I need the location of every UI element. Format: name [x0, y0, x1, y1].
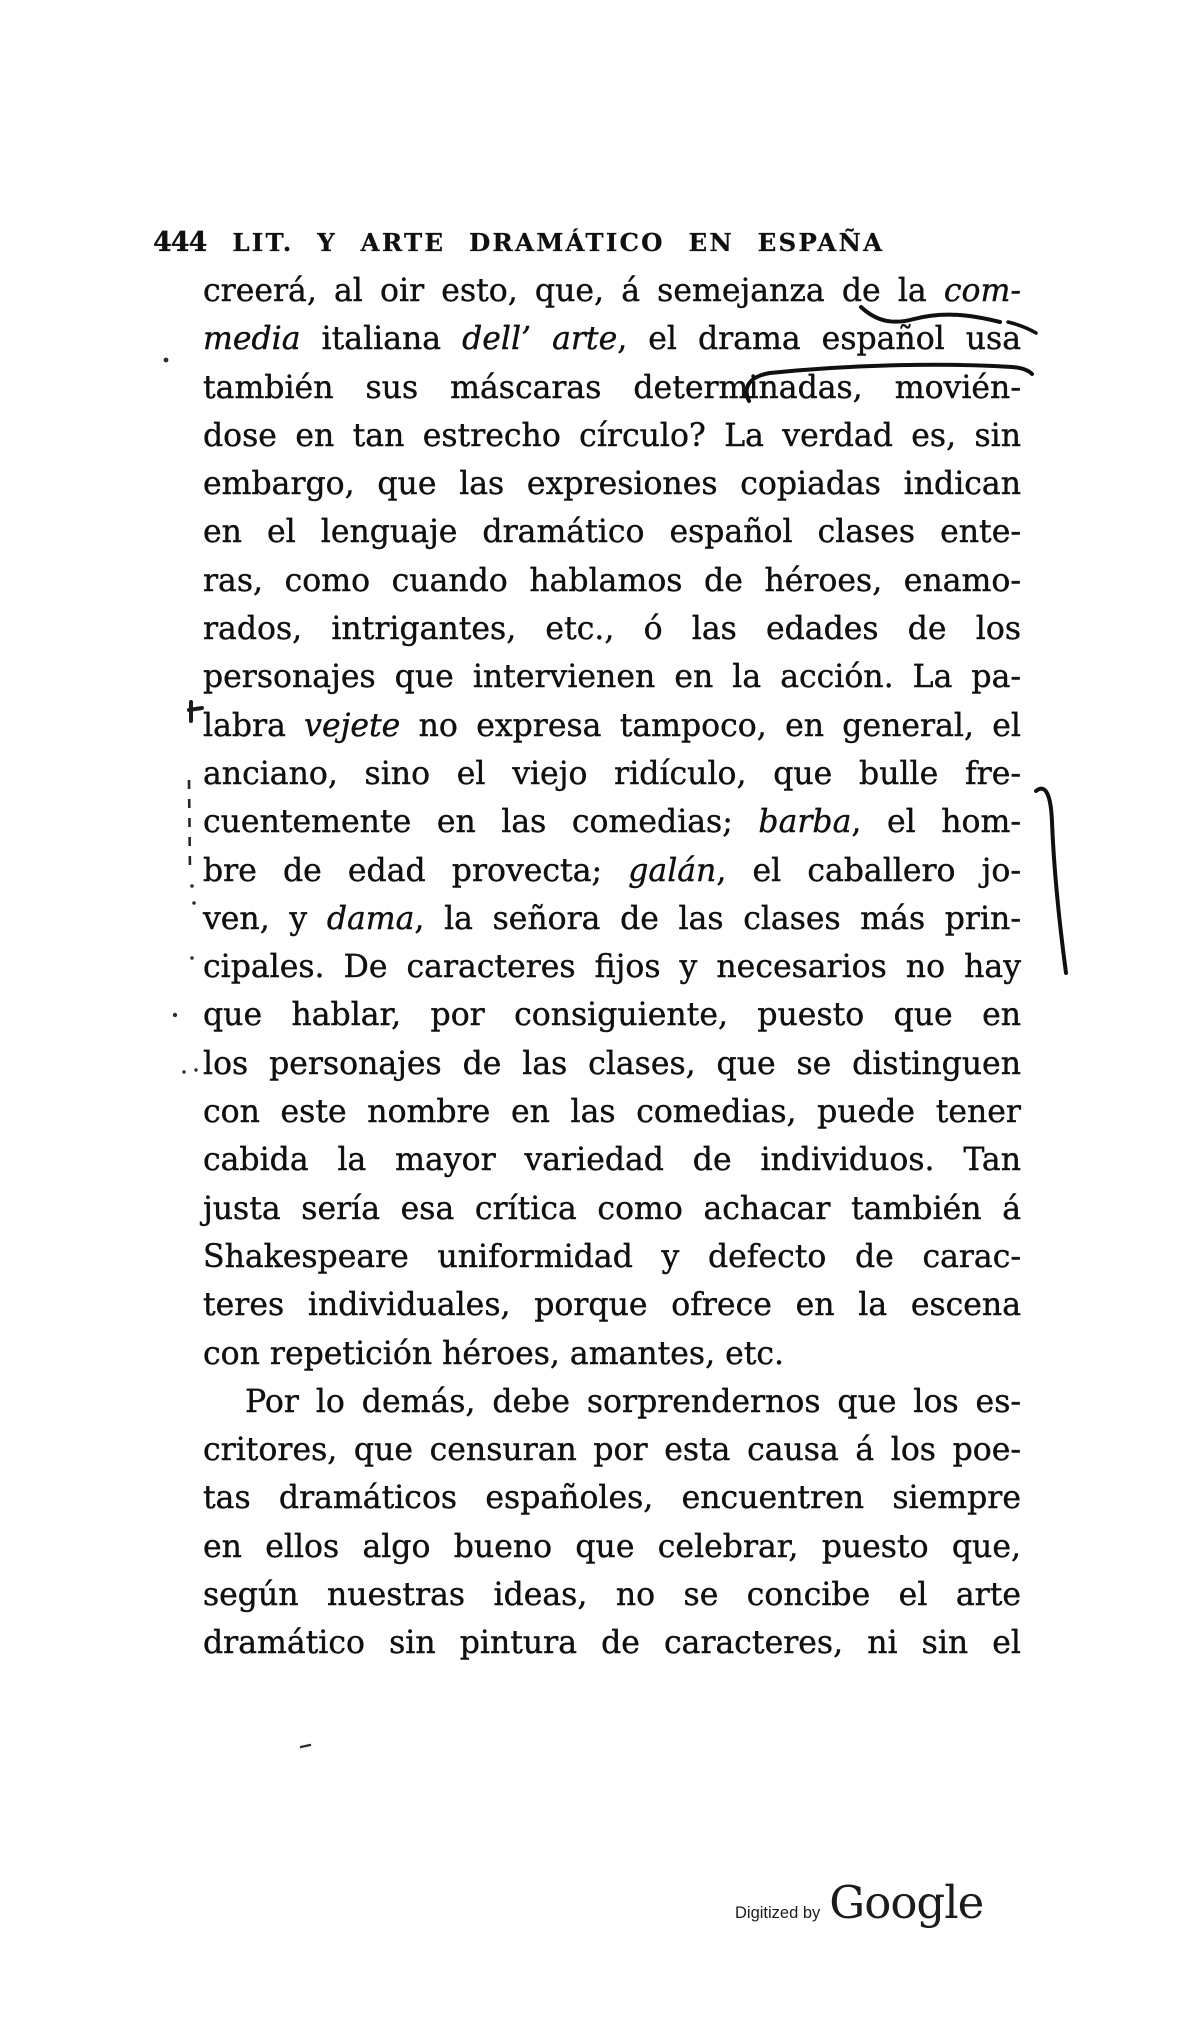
- pencil-tick-cross-mark: [189, 702, 202, 721]
- text-line: [203, 653, 1021, 701]
- text-run: teres individuales, porque ofrece en la escena: [203, 1287, 1021, 1324]
- text-line: [203, 508, 1021, 556]
- text-run: , el drama español usa: [617, 321, 1022, 358]
- text-line: [203, 1281, 1021, 1329]
- text-run: justa sería esa crítica como achacar también á: [203, 1190, 1021, 1227]
- text-run: en el lenguaje dramático español clases ente-: [203, 514, 1021, 551]
- text-line: [203, 364, 1021, 412]
- text-run: labra: [203, 707, 305, 744]
- pencil-bottom-dash-mark: [301, 1745, 310, 1747]
- text-line: [203, 1136, 1021, 1184]
- text-line: [203, 1185, 1021, 1233]
- pencil-dot-mark: [173, 1013, 177, 1017]
- text-line: [203, 1040, 1021, 1088]
- text-run: cipales. De caracteres fijos y necesarios no hay: [203, 949, 1021, 986]
- text-run: ven, y: [203, 900, 327, 937]
- pencil-dot-mark: [194, 1068, 197, 1071]
- text-run: dose en tan estrecho círculo? La verdad es, sin: [203, 417, 1021, 454]
- text-line: [203, 750, 1021, 798]
- text-line: [203, 1619, 1021, 1667]
- google-logo: Google: [829, 1876, 984, 1929]
- pencil-dot-mark: [192, 901, 196, 905]
- ink-right-margin-stroke-mark: [1036, 789, 1066, 973]
- text-run: cuentemente en las comedias;: [203, 804, 759, 841]
- text-line: [203, 412, 1021, 460]
- text-line: [203, 1330, 1021, 1378]
- italic-term: dama: [326, 900, 415, 937]
- text-line: [203, 1571, 1021, 1619]
- pencil-dot-mark: [164, 358, 169, 363]
- text-run: personajes que intervienen en la acción. La pa-: [203, 659, 1021, 696]
- page-number: 444: [153, 227, 207, 258]
- digitized-by-label: Digitized by: [735, 1904, 821, 1922]
- italic-term: vejete: [304, 707, 401, 744]
- text-line: [203, 847, 1021, 895]
- text-line: [203, 798, 1021, 846]
- running-title: LIT. Y ARTE DRAMÁTICO EN ESPAÑA: [232, 228, 885, 257]
- text-run: creerá, al oir esto, que, á semejanza de la: [203, 273, 944, 309]
- pencil-dot-mark: [190, 884, 194, 888]
- text-run: según nuestras ideas, no se concibe el arte: [203, 1577, 1021, 1614]
- text-run: anciano, sino el viejo ridículo, que bulle fre-: [203, 755, 1021, 792]
- text-run: Por lo demás, debe sorprendernos que los es-: [245, 1383, 1021, 1420]
- text-run: que hablar, por consiguiente, puesto que en: [203, 997, 1021, 1034]
- pencil-dot-mark: [182, 1070, 185, 1073]
- text-run: en ellos algo bueno que celebrar, puesto que,: [203, 1528, 1021, 1565]
- text-run: Shakespeare uniformidad y defecto de carac-: [203, 1238, 1021, 1275]
- text-line: [203, 943, 1021, 991]
- text-run: tas dramáticos españoles, encuentren siempre: [203, 1480, 1021, 1517]
- digitizer-watermark: [735, 1876, 983, 1929]
- text-run: con repetición héroes, amantes, etc.: [203, 1335, 785, 1372]
- text-line: [203, 557, 1021, 605]
- text-run: , el caballero jo-: [716, 852, 1022, 889]
- text-run: dramático sin pintura de caracteres, ni sin el: [203, 1625, 1021, 1662]
- italic-term: media: [203, 321, 301, 358]
- text-run: también sus máscaras determinadas, movién-: [203, 369, 1021, 406]
- text-run: embargo, que las expresiones copiadas indican: [203, 466, 1021, 503]
- text-line: [203, 1426, 1021, 1474]
- text-run: italiana: [300, 321, 463, 358]
- text-run: , el hom-: [851, 804, 1021, 841]
- text-run: bre de edad provecta;: [203, 852, 629, 889]
- text-run: los personajes de las clases, que se distinguen: [203, 1045, 1021, 1082]
- text-line: [203, 460, 1021, 508]
- text-run: con este nombre en las comedias, puede tener: [203, 1094, 1021, 1131]
- pencil-dot-mark: [190, 956, 193, 959]
- italic-term: com-: [943, 273, 1021, 309]
- text-line: [203, 315, 1021, 363]
- italic-term: barba: [758, 804, 852, 841]
- text-line: [203, 605, 1021, 653]
- body-text: [203, 267, 1021, 1668]
- text-run: cabida la mayor variedad de individuos. Tan: [203, 1142, 1021, 1179]
- text-line: [203, 1233, 1021, 1281]
- text-line: [203, 702, 1021, 750]
- italic-term: dell’ arte: [462, 321, 618, 358]
- italic-term: galán: [628, 852, 717, 889]
- text-line: [203, 1474, 1021, 1522]
- text-line: [203, 1523, 1021, 1571]
- text-run: , la señora de las clases más prin-: [414, 900, 1021, 937]
- text-line: [203, 1378, 1021, 1426]
- text-run: no expresa tampoco, en general, el: [400, 707, 1021, 744]
- text-line: [203, 895, 1021, 943]
- text-line: [203, 1088, 1021, 1136]
- pencil-dashed-vertical-mark: [189, 780, 190, 872]
- text-line: [203, 267, 1021, 315]
- text-run: critores, que censuran por esta causa á los poe-: [203, 1432, 1021, 1469]
- text-run: ras, como cuando hablamos de héroes, enamo-: [203, 562, 1021, 599]
- running-head: [153, 227, 884, 258]
- text-line: [203, 991, 1021, 1039]
- text-run: rados, intrigantes, etc., ó las edades de los: [203, 611, 1021, 648]
